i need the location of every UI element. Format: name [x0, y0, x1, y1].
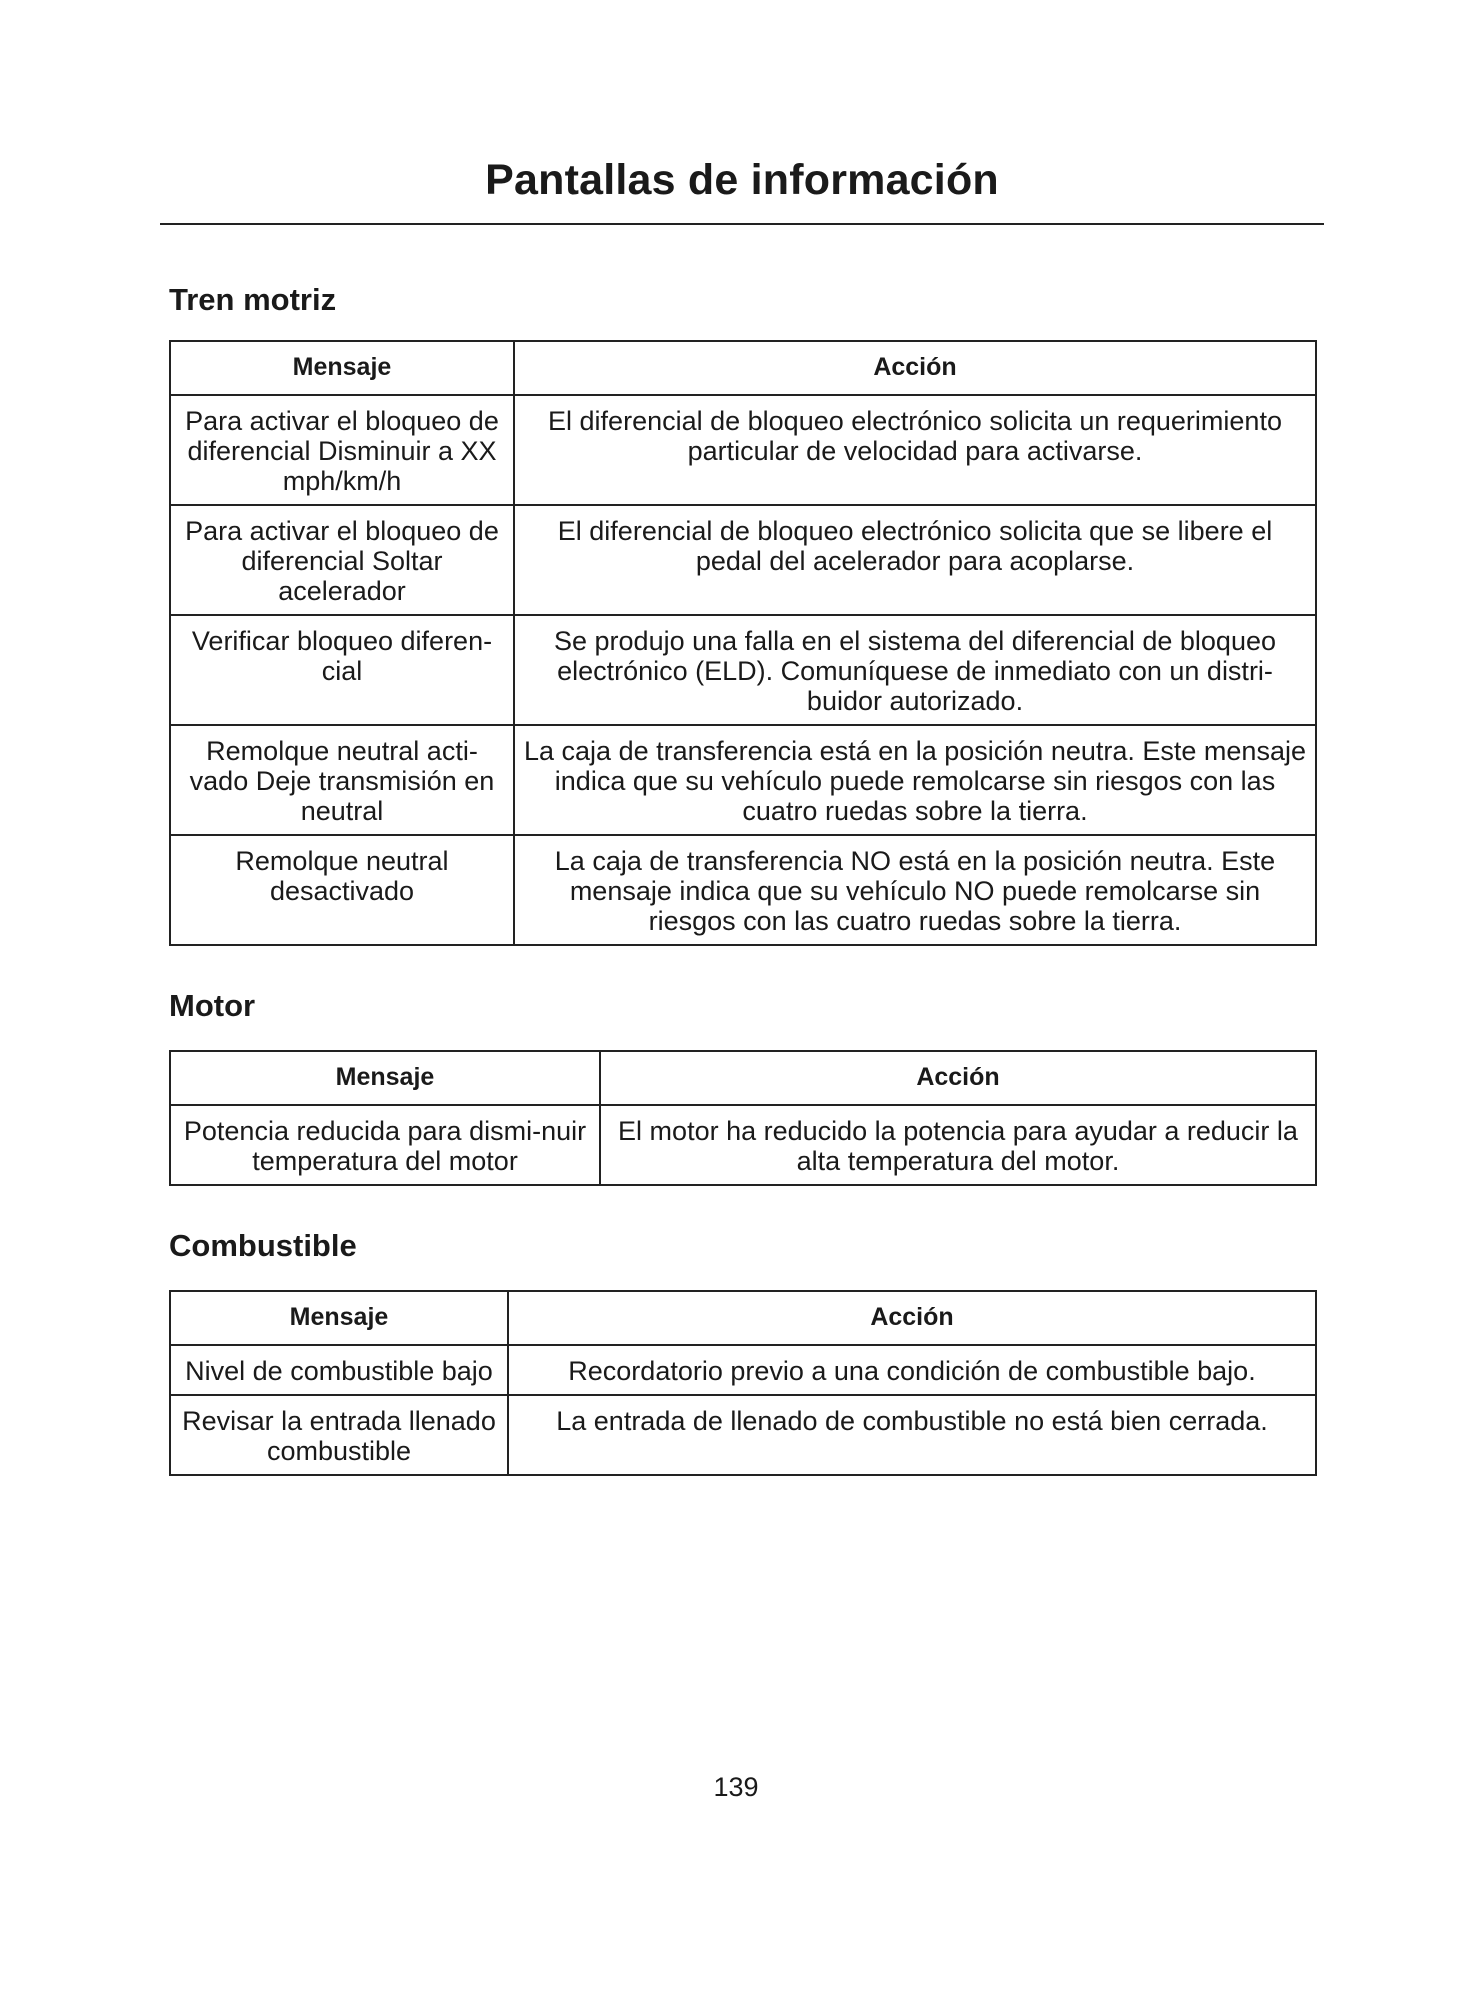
column-header-action: Acción [508, 1291, 1316, 1345]
table-row [170, 615, 1316, 725]
table-header-row [170, 341, 1316, 395]
message-cell: Nivel de combustible bajo [170, 1345, 508, 1395]
table-header-row [170, 1051, 1316, 1105]
column-header-message: Mensaje [170, 1051, 600, 1105]
section-heading-motor: Motor [169, 988, 256, 1023]
table-row [170, 505, 1316, 615]
table-header-row [170, 1291, 1316, 1345]
action-cell: La entrada de llenado de combustible no está bien cerrada. [508, 1395, 1316, 1475]
action-cell: La caja de transferencia NO está en la posición neutra. Este mensaje indica que su vehículo NO puede remolcarse sin riesgos con las cuatro ruedas sobre la tierra. [514, 835, 1316, 945]
message-cell: Revisar la entrada llenado combustible [170, 1395, 508, 1475]
motor-table [169, 1050, 1317, 1186]
page-number: 139 [713, 1772, 759, 1802]
title-divider [160, 223, 1324, 225]
table-row [170, 395, 1316, 505]
message-cell: Para activar el bloqueo de diferencial Disminuir a XX mph/km/h [170, 395, 514, 505]
message-cell: Para activar el bloqueo de diferencial Soltar acelerador [170, 505, 514, 615]
table-row [170, 1345, 1316, 1395]
message-cell: Verificar bloqueo diferen-cial [170, 615, 514, 725]
table-row [170, 725, 1316, 835]
table-row [170, 1105, 1316, 1185]
action-cell: Recordatorio previo a una condición de combustible bajo. [508, 1345, 1316, 1395]
action-cell: La caja de transferencia está en la posición neutra. Este mensaje indica que su vehículo puede remolcarse sin riesgos con las cuatro ruedas sobre la tierra. [514, 725, 1316, 835]
action-cell: El motor ha reducido la potencia para ayudar a reducir la alta temperatura del motor. [600, 1105, 1316, 1185]
tren-motriz-table [169, 340, 1317, 946]
column-header-action: Acción [514, 341, 1316, 395]
action-cell: Se produjo una falla en el sistema del diferencial de bloqueo electrónico (ELD). Comuníquese de inmediato con un distri-buidor autorizado. [514, 615, 1316, 725]
message-cell: Potencia reducida para dismi-nuir temperatura del motor [170, 1105, 600, 1185]
combustible-table [169, 1290, 1317, 1476]
table-row [170, 835, 1316, 945]
column-header-action: Acción [600, 1051, 1316, 1105]
page-title: Pantallas de información [485, 156, 999, 204]
column-header-message: Mensaje [170, 1291, 508, 1345]
action-cell: El diferencial de bloqueo electrónico solicita un requerimiento particular de velocidad para activarse. [514, 395, 1316, 505]
action-cell: El diferencial de bloqueo electrónico solicita que se libere el pedal del acelerador para acoplarse. [514, 505, 1316, 615]
message-cell: Remolque neutral acti-vado Deje transmisión en neutral [170, 725, 514, 835]
table-row [170, 1395, 1316, 1475]
section-heading-combustible: Combustible [169, 1228, 357, 1263]
section-heading-tren-motriz: Tren motriz [169, 282, 337, 317]
message-cell: Remolque neutral desactivado [170, 835, 514, 945]
column-header-message: Mensaje [170, 341, 514, 395]
